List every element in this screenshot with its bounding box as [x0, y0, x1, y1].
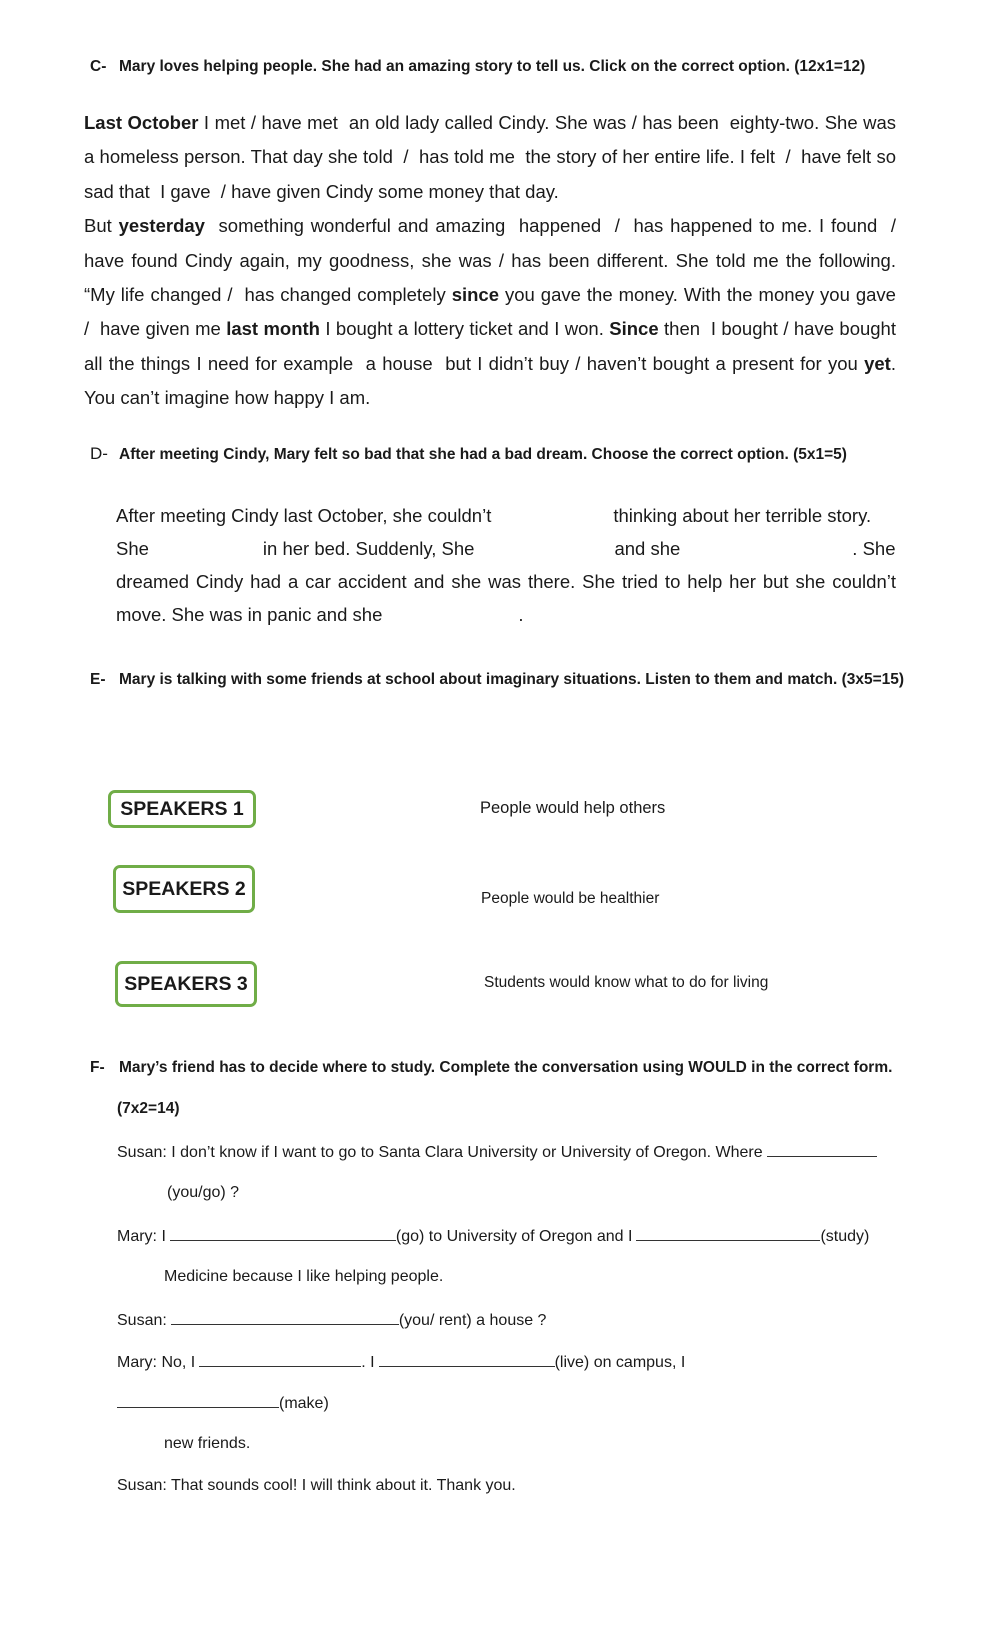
section-c-line-4	[84, 209, 896, 243]
c-text: Cindy again, my goodness, she	[177, 249, 459, 271]
section-e-letter: E-	[90, 671, 106, 688]
c-bold-keyword: yesterday	[118, 215, 205, 237]
speakers-1-box[interactable]: SPEAKERS 1	[108, 790, 256, 828]
c-text: completely	[351, 284, 452, 306]
f-text-3a: Mary: I	[117, 1228, 166, 1245]
section-c-line-6	[84, 278, 896, 312]
f-line-1	[117, 1142, 877, 1162]
c-text: you gave the money. With the money you	[499, 284, 856, 306]
f-line-6	[117, 1352, 685, 1372]
c-text: an old lady called Cindy. She	[337, 112, 594, 133]
c-bold-keyword: Since	[609, 318, 659, 340]
section-d-line-1	[116, 505, 871, 527]
f-line-2: (you/go) ?	[167, 1184, 240, 1201]
section-f-letter: F-	[90, 1059, 105, 1076]
c-choice-option[interactable]: told / has told	[363, 146, 484, 168]
section-d-line-3: dreamed Cindy had a car accident and she was there. She tried to help her but she couldn’t	[116, 571, 896, 592]
c-bold-keyword: yet	[864, 352, 891, 374]
f-blank-live[interactable]	[379, 1352, 555, 1367]
section-d-line-2	[116, 538, 896, 560]
d-text-2d: . She	[852, 538, 896, 559]
match-option-help-others[interactable]: People would help others	[480, 799, 666, 817]
section-f-heading	[90, 1059, 892, 1077]
section-c-paragraph	[84, 106, 896, 416]
c-text: all the things I need for example a house but I	[84, 352, 489, 374]
section-d-heading	[90, 444, 847, 464]
f-text-3c: (study)	[820, 1228, 870, 1245]
c-text: But	[84, 215, 119, 237]
f-line-3	[117, 1226, 869, 1246]
section-c-line-9	[84, 381, 896, 415]
c-text: something wonderful and amazing	[204, 215, 519, 237]
section-e-heading	[90, 671, 904, 689]
f-line-5	[117, 1310, 546, 1330]
c-text: to me. I	[752, 215, 831, 237]
c-text: so	[871, 146, 896, 168]
section-d-letter: D-	[90, 444, 108, 463]
f-blank-no[interactable]	[199, 1352, 361, 1367]
c-choice-option[interactable]: was / has been	[458, 249, 590, 271]
f-line-9: Susan: That sounds cool! I will think about it. Thank you.	[117, 1477, 516, 1494]
section-c-heading	[90, 58, 865, 76]
f-line-8: new friends.	[164, 1435, 251, 1452]
d-text-2c: and she	[614, 538, 681, 559]
c-text: then I	[658, 318, 722, 340]
c-choice-option[interactable]: gave / have given	[170, 180, 321, 202]
section-e-instruction: Mary is talking with some friends at school about imaginary situations. Listen to them and match. (3x5=15)	[119, 671, 905, 688]
f-text-5b: (you/ rent) a house ?	[398, 1312, 547, 1329]
c-text: sad that I	[84, 180, 171, 202]
section-c-line-2	[84, 140, 896, 174]
section-c-line-7	[84, 312, 896, 346]
f-text-7: (make)	[279, 1395, 329, 1412]
section-c-line-8	[84, 347, 896, 381]
c-text: I	[198, 112, 215, 133]
c-text: eighty-two. She was	[718, 112, 896, 133]
c-choice-option[interactable]: met / have met	[214, 112, 338, 133]
c-text: .	[890, 352, 896, 374]
d-text-4b: .	[518, 604, 524, 625]
c-bold-keyword: Last October	[84, 112, 199, 133]
f-blank-you-rent[interactable]	[171, 1310, 399, 1325]
d-text-2b: in her bed. Suddenly, She	[262, 538, 475, 559]
section-c-line-1	[84, 106, 896, 140]
f-text-1a: Susan: I don’t know if I want to go to Santa Clara University or University of Oregon. Where	[117, 1144, 763, 1161]
c-choice-option[interactable]: didn’t buy / haven’t bought	[488, 352, 710, 374]
d-text-2a: She	[116, 538, 149, 559]
f-line-4: Medicine because I like helping people.	[164, 1268, 444, 1285]
section-c-instruction: Mary loves helping people. She had an amazing story to tell us. Click on the correct option. (12x1=12)	[119, 58, 866, 75]
c-text: me the story of her entire life. I	[483, 146, 751, 168]
d-text-1b: thinking about her terrible story.	[613, 505, 872, 526]
c-bold-keyword: since	[451, 284, 499, 306]
c-text: me	[189, 318, 227, 340]
section-c-line-3	[84, 175, 896, 209]
section-f-points: (7x2=14)	[117, 1100, 180, 1117]
f-text-6b: . I	[361, 1354, 375, 1371]
d-text-1a: After meeting Cindy last October, she couldn’t	[116, 505, 492, 526]
section-c-line-5	[84, 244, 896, 278]
match-option-students-living[interactable]: Students would know what to do for living	[484, 974, 769, 991]
f-blank-make[interactable]	[117, 1393, 279, 1408]
f-text-3b: (go) to University of Oregon and I	[395, 1228, 633, 1245]
c-text: “My life	[84, 284, 151, 306]
c-text: a present for you	[709, 352, 865, 374]
c-choice-option[interactable]: gave	[855, 284, 896, 306]
c-text: Cindy some money that day.	[320, 180, 559, 202]
c-choice-option[interactable]: felt / have felt	[750, 146, 872, 168]
section-f-instruction: Mary’s friend has to decide where to study. Complete the conversation using WOULD in the correct form.	[119, 1059, 893, 1076]
c-choice-option[interactable]: bought / have bought	[721, 318, 896, 340]
c-choice-option[interactable]: changed / has changed	[150, 284, 352, 306]
c-choice-option[interactable]: / have given	[84, 318, 190, 340]
c-text: different. She told me the following.	[589, 249, 896, 271]
c-choice-option[interactable]: have found	[84, 249, 178, 271]
f-blank-go[interactable]	[170, 1226, 396, 1241]
c-choice-option[interactable]: was / has been	[593, 112, 719, 133]
f-blank-you-go[interactable]	[767, 1142, 877, 1157]
c-bold-keyword: last month	[226, 318, 320, 340]
d-text-4a: move. She was in panic and she	[116, 604, 383, 625]
speakers-2-box[interactable]: SPEAKERS 2	[113, 865, 255, 913]
c-choice-option[interactable]: found /	[830, 215, 896, 237]
c-text: I bought a lottery ticket and I won.	[319, 318, 610, 340]
c-text: You can’t imagine how happy I am.	[84, 387, 371, 409]
speakers-3-box[interactable]: SPEAKERS 3	[115, 961, 257, 1007]
section-d-instruction: After meeting Cindy, Mary felt so bad that she had a bad dream. Choose the correct option. (5x1=5)	[119, 446, 847, 463]
f-blank-study[interactable]	[636, 1226, 820, 1241]
f-text-6c: (live) on campus, I	[554, 1354, 686, 1371]
section-c-letter: C-	[90, 58, 107, 75]
c-choice-option[interactable]: happened / has happened	[518, 215, 753, 237]
match-option-healthier[interactable]: People would be healthier	[481, 890, 660, 907]
f-text-6a: Mary: No, I	[117, 1354, 196, 1371]
f-text-5a: Susan:	[117, 1312, 167, 1329]
f-line-7	[117, 1393, 329, 1413]
section-d-line-4	[116, 604, 524, 626]
c-text: a homeless person. That day she	[84, 146, 364, 168]
